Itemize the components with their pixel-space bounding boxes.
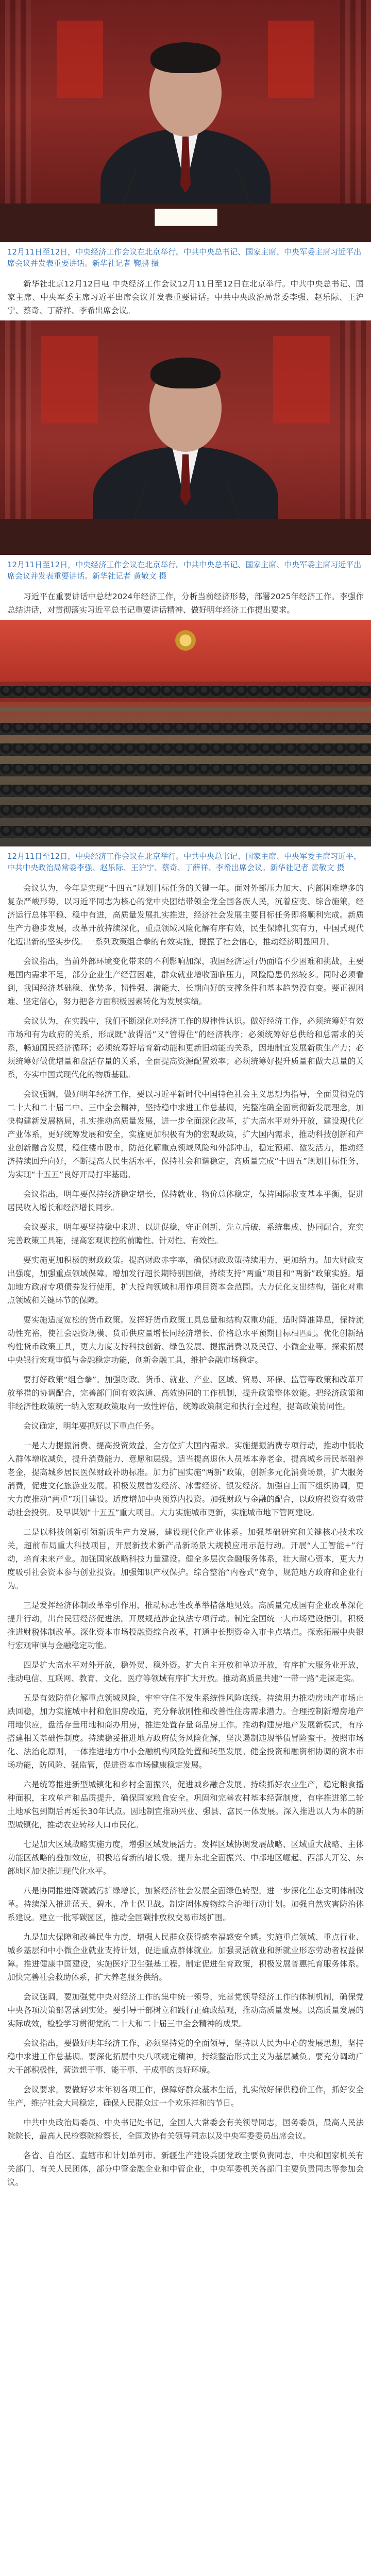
article-paragraph: 要实施更加积极的财政政策。提高财政赤字率，确保财政政策持续用力、更加给力。加大财政支出强度，加强重点领域保障。增加发行超长期特别国债，持续支持“两重”项目和“两新”政策实施。增加地方政府专项债券发行使用，扩大投向领域和用作项目资本金范围。大力优化支出结构，强化对重点领域和关键环节的保障。 (7, 1256, 364, 1305)
photo-caption: 12月11日至12日，中央经济工作会议在北京举行。中共中央总书记、国家主席、中央军委主席习近平出席会议并发表重要讲话。新华社记者 黄敬文 摄 (7, 560, 362, 581)
article-paragraph: 会议强调，要加强党中央对经济工作的集中统一领导，完善党领导经济工作的体制机制，确保党中央各项决策部署落到实处。要引导干部树立和践行正确政绩观，推动高质量发展。以高质量发展的实际成效，检验学习贯彻党的二十大和二十届三中全会精神的成果。 (7, 1992, 364, 2028)
article-paragraph: 二是以科技创新引领新质生产力发展，建设现代化产业体系。加强基础研究和关键核心技术攻关，超前布局重大科技项目，开展新技术新产品新场景大规模应用示范行动。开展“人工智能+”行动，培育未来产业。加强国家战略科技力量建设。健全多层次金融服务体系，壮大耐心资本，更大力度吸引社会资本参与创业投资。加强知识产权保护。综合整治“内卷式”竞争，规范地方政府和企业行为。 (7, 1528, 364, 1590)
article-photo-speech (0, 320, 371, 555)
article-paragraph: 中共中央政治局委员、中央书记处书记，全国人大常委会有关领导同志，国务委员，最高人民法院院长，最高人民检察院检察长，全国政协有关领导同志以及中央军委委员出席会议。 (7, 2118, 364, 2141)
photo-caption: 12月11日至12日，中央经济工作会议在北京举行。中共中央总书记、国家主席、中央军委主席习近平，中共中央政治局常委李强、赵乐际、王沪宁、蔡奇、丁薛祥、李希出席会议。新华社记者 黄敬文 摄 (7, 852, 362, 872)
article-paragraph: 九是加大保障和改善民生力度，增强人民群众获得感幸福感安全感。实施重点领域、重点行业、城乡基层和中小微企业就业支持计划，促进重点群体就业。加强灵活就业和新就业形态劳动者权益保障。推进健康中国建设，实施医疗卫生强基工程。制定促进生育政策，积极发展普惠托育服务体系。加快完善社会救助体系，扩大养老服务供给。 (7, 1933, 364, 1982)
article-paragraph: 七是加大区域战略实施力度，增强区域发展活力。发挥区域协调发展战略、区域重大战略、主体功能区战略的叠加效应，积极培育新的增长极。提升东北全面振兴、中部地区崛起、西部大开发、东部地区加快推进现代化水平。 (7, 1840, 364, 1876)
article-paragraph: 习近平在重要讲话中总结2024年经济工作，分析当前经济形势，部署2025年经济工作。李强作总结讲话，对贯彻落实习近平总书记重要讲话精神、做好明年经济工作提出要求。 (7, 592, 364, 615)
article-paragraph: 会议指出，明年要保持经济稳定增长，保持就业、物价总体稳定，保持国际收支基本平衡，促进居民收入增长和经济增长同步。 (7, 1190, 364, 1212)
article-paragraph: 要实施适度宽松的货币政策。发挥好货币政策工具总量和结构双重功能，适时降准降息，保持流动性充裕，使社会融资规模、货币供应量增长同经济增长、价格总水平预期目标相匹配。优化创新结构性货币政策工具，更大力度支持科技创新、绿色发展、提振消费以及民营、小微企业等。探索拓展中央银行宏观审慎与金融稳定功能，创新金融工具，维护金融市场稳定。 (7, 1315, 364, 1365)
article-paragraph: 会议认为，今年是实现“十四五”规划目标任务的关键一年。面对外部压力加大、内部困难增多的复杂严峻形势，以习近平同志为核心的党中央团结带领全党全国各族人民，沉着应变、综合施策，经济运行总体平稳、稳中有进，高质量发展扎实推进，经济社会发展主要目标任务即将顺利完成。新质生产力稳步发展，改革开放持续深化，重点领域风险化解有序有效，民生保障扎实有力，中国式现代化迈出新的坚实步伐。一系列政策组合拳的有效实施，提振了社会信心，推动经济明显回升。 (7, 884, 364, 946)
article-paragraph: 会议确定，明年要抓好以下重点任务。 (23, 1421, 159, 1431)
article-photo-hall (0, 620, 371, 846)
article-paragraph: 一是大力提振消费、提高投资效益，全方位扩大国内需求。实施提振消费专项行动，推动中低收入群体增收减负，提升消费能力、意愿和层级。适当提高退休人员基本养老金，提高城乡居民基础养老金，提高城乡居民医保财政补助标准。加力扩围实施“两新”政策，创新多元化消费场景，扩大服务消费，促进文化旅游业发展。积极发展首发经济、冰雪经济、银发经济。加强自上而下组织协调，更大力度推动“两重”项目建设。适度增加中央预算内投资。加强财政与金融的配合，以政府投资有效带动社会投资。及早谋划“十五五”重大项目。大力实施城市更新，实施城市地下管网建设。 (7, 1441, 364, 1517)
article-paragraph: 新华社北京12月12日电 中央经济工作会议12月11日至12日在北京举行。中共中央总书记、国家主席、中央军委主席习近平出席会议并发表重要讲话。中共中央政治局常委李强、赵乐际、王沪宁、蔡奇、丁薛祥、李希出席会议。 (7, 279, 364, 315)
article-paragraph: 五是有效防范化解重点领域风险，牢牢守住不发生系统性风险底线。持续用力推动房地产市场止跌回稳，加力实施城中村和危旧房改造，充分释放刚性和改善性住房需求潜力。合理控制新增房地产用地供应，盘活存量用地和商办用房，推进处置存量商品房工作。推动构建房地产发展新模式，有序搭建相关基础性制度。持续稳妥推进地方政府债务风险化解，坚决遏制违规举债冒险蛮干。按照市场化、法治化原则，一体推进地方中小金融机构风险处置和转型发展。健全投资和融资相协调的资本市场功能，防风险、强监管，促进资本市场健康稳定发展。 (7, 1693, 364, 1770)
article-paragraph: 要打好政策“组合拳”。加强财政、货币、就业、产业、区域、贸易、环保、监管等政策和改革开放举措的协调配合，完善部门间有效沟通、高效协同的工作机制，提升政策整体效能。把经济政策和非经济性政策统一纳入宏观政策取向一致性评估，统筹政策制定和执行全过程，提高政策协同性。 (7, 1375, 364, 1411)
article-photo-portrait (0, 0, 371, 242)
photo-caption: 12月11日至12日，中央经济工作会议在北京举行。中共中央总书记、国家主席、中央军委主席习近平出席会议并发表重要讲话。新华社记者 鞠鹏 摄 (7, 247, 362, 268)
article-paragraph: 六是统筹推进新型城镇化和乡村全面振兴，促进城乡融合发展。持续抓好农业生产，稳定粮食播种面积，主攻单产和品质提升，确保国家粮食安全。巩固和完善农村基本经营制度，有序推进第二轮土地承包到期后再延长30年试点。因地制宜推动兴业、强县、富民一体发展。深入推进以人为本的新型城镇化，推动农业转移人口市民化。 (7, 1780, 364, 1829)
article-paragraph: 会议认为，在实践中，我们不断深化对经济工作的规律性认识。做好经济工作，必须统筹好有效市场和有为政府的关系，形成既“放得活”又“管得住”的经济秩序；必须统筹好总供给和总需求的关系，畅通国民经济循环；必须统筹好培育新动能和更新旧动能的关系，因地制宜发展新质生产力；必须统筹好做优增量和盘活存量的关系，全面提高资源配置效率；必须统筹好提升质量和做大总量的关系，夯实中国式现代化的物质基础。 (7, 1016, 364, 1079)
article-paragraph: 三是发挥经济体制改革牵引作用，推动标志性改革举措落地见效。高质量完成国有企业改革深化提升行动，出台民营经济促进法。开展规范涉企执法专项行动。制定全国统一大市场建设指引。积极推进财税体制改革。深化资本市场投融资综合改革，打通中长期资金入市卡点堵点。探索拓展中央银行宏观审慎与金融稳定功能。 (7, 1601, 364, 1650)
article-paragraph: 八是协同推进降碳减污扩绿增长，加紧经济社会发展全面绿色转型。进一步深化生态文明体制改革。持续深入推进蓝天、碧水、净土保卫战。制定固体废物综合治理行动计划。加强自然灾害防治体系建设。建立一批零碳园区，推动全国碳排放权交易市场扩围。 (7, 1886, 364, 1922)
article-paragraph: 各省、自治区、直辖市和计划单列市、新疆生产建设兵团党政主要负责同志，中央和国家机关有关部门、有关人民团体，部分中管金融企业和中管企业，中央军委机关各部门主要负责同志等参加会议。 (7, 2151, 364, 2187)
article-paragraph: 会议强调，做好明年经济工作，要以习近平新时代中国特色社会主义思想为指导，全面贯彻党的二十大和二十届二中、三中全会精神，坚持稳中求进工作总基调，完整准确全面贯彻新发展理念，加快构建新发展格局，扎实推动高质量发展，进一步全面深化改革，扩大高水平对外开放，建设现代化产业体系，更好统筹发展和安全，实施更加积极有为的宏观政策，扩大国内需求，推动科技创新和产业创新融合发展，稳住楼市股市，防范化解重点领域风险和外部冲击，稳定预期、激发活力，推动经济持续回升向好，不断提高人民生活水平，保持社会和谐稳定，高质量完成“十四五”规划目标任务，为实现“十五五”良好开局打牢基础。 (7, 1090, 364, 1179)
article-paragraph: 四是扩大高水平对外开放，稳外贸、稳外资。扩大自主开放和单边开放，有序扩大服务业开放，推动电信、互联网、教育、文化、医疗等领域有序扩大开放。推动高质量共建“一带一路”走深走实。 (7, 1660, 364, 1683)
article-paragraph: 会议要求，明年要坚持稳中求进、以进促稳，守正创新、先立后破，系统集成、协同配合，充实完善政策工具箱，提高宏观调控的前瞻性、针对性、有效性。 (7, 1223, 364, 1245)
article-paragraph: 会议指出，要做好明年经济工作，必须坚持党的全面领导，坚持以人民为中心的发展思想，坚持稳中求进工作总基调。要深化拓展中央八项规定精神，持续整治形式主义为基层减负。要充分调动广大干部积极性，营造想干事、能干事、干成事的良好环境。 (7, 2039, 364, 2075)
article-paragraph: 会议要求，要做好岁末年初各项工作，保障好群众基本生活，扎实做好保供稳价工作，抓好安全生产，维护社会大局稳定，确保人民群众过一个欢乐祥和的节日。 (7, 2085, 364, 2108)
national-emblem-icon (175, 630, 196, 651)
article-paragraph: 会议指出，当前外部环境变化带来的不利影响加深，我国经济运行仍面临不少困难和挑战，主要是国内需求不足，部分企业生产经营困难，群众就业增收面临压力，风险隐患仍然较多。同时必须看到，我国经济基础稳、优势多、韧性强、潜能大，长期向好的支撑条件和基本趋势没有变。要正视困难、坚定信心，努力把各方面积极因素转化为发展实绩。 (7, 957, 364, 1006)
